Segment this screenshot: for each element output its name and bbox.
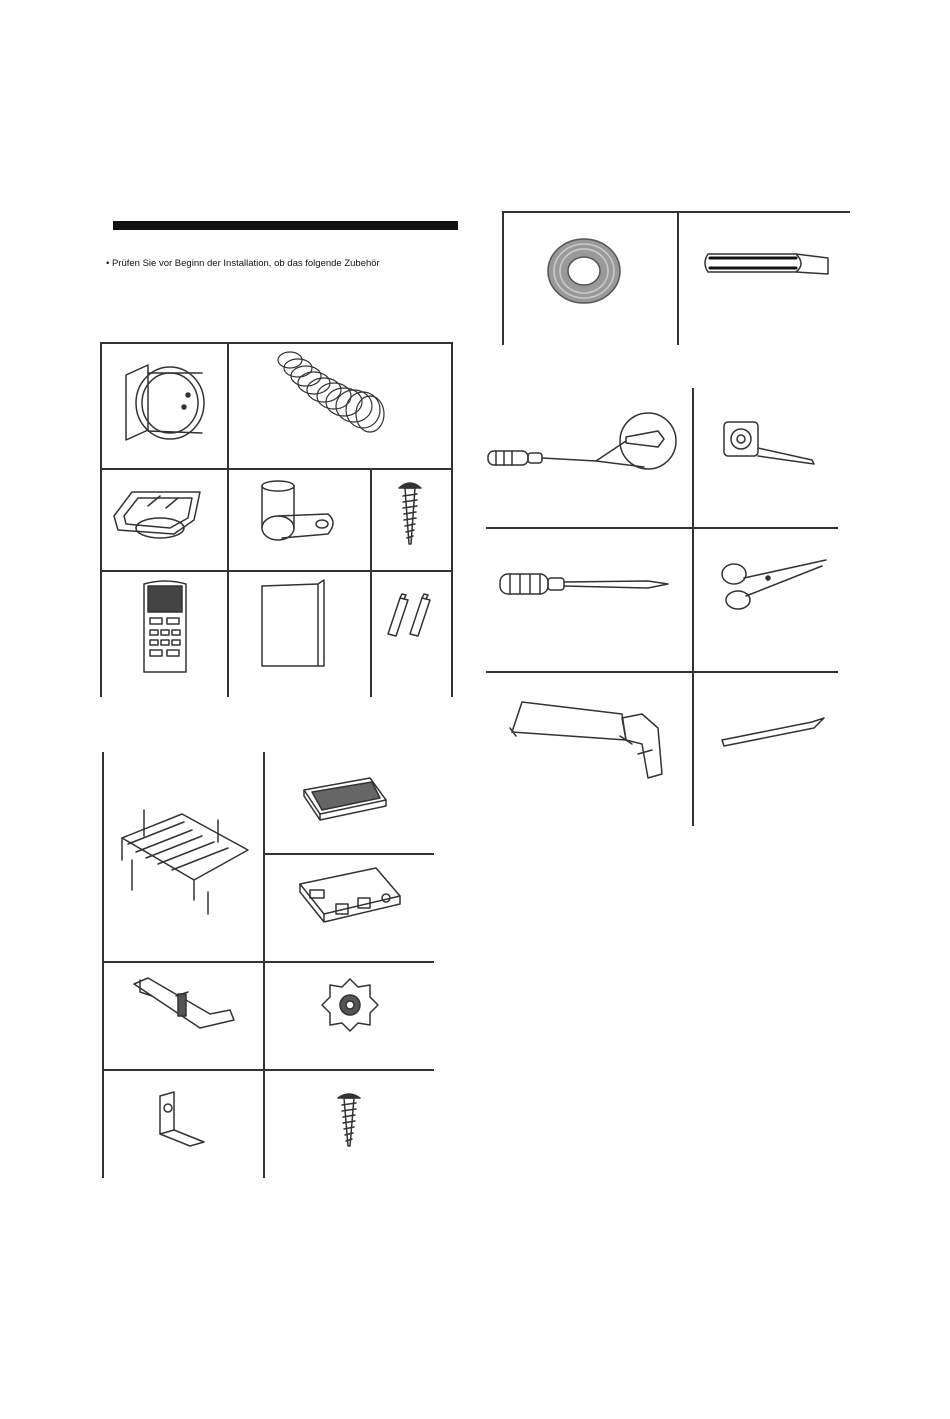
knob-nut-icon <box>320 975 380 1035</box>
batteries-icon <box>382 590 442 640</box>
window-slider-panels-icon <box>118 800 248 920</box>
hose-adapter-icon <box>108 478 208 548</box>
flat-screwdriver-icon <box>498 568 673 602</box>
section-heading-bar <box>113 221 458 230</box>
phillips-screwdriver-icon <box>486 405 686 485</box>
screw-icon <box>334 1090 364 1150</box>
intro-text: • Prüfen Sie vor Beginn der Installation, ob das folgende Zubehör <box>106 258 380 269</box>
hacksaw-icon <box>502 694 677 784</box>
tape-measure-icon <box>720 418 820 468</box>
exhaust-hose-icon <box>270 348 390 438</box>
drain-hose-icon <box>252 478 342 553</box>
pencil-icon <box>718 714 828 750</box>
manual-booklet-icon <box>258 576 328 668</box>
window-panel-end-icon <box>296 862 406 937</box>
scissors-icon <box>718 556 828 612</box>
foam-tape-roll-icon <box>544 236 624 306</box>
window-exhaust-adapter-icon <box>118 355 218 450</box>
angle-bracket-icon <box>152 1090 212 1150</box>
screw-icon <box>395 478 425 548</box>
remote-control-icon <box>140 578 190 678</box>
adhesive-tape-roll-icon <box>702 246 832 282</box>
window-lock-bracket-icon <box>130 972 240 1032</box>
filter-icon <box>300 770 390 830</box>
